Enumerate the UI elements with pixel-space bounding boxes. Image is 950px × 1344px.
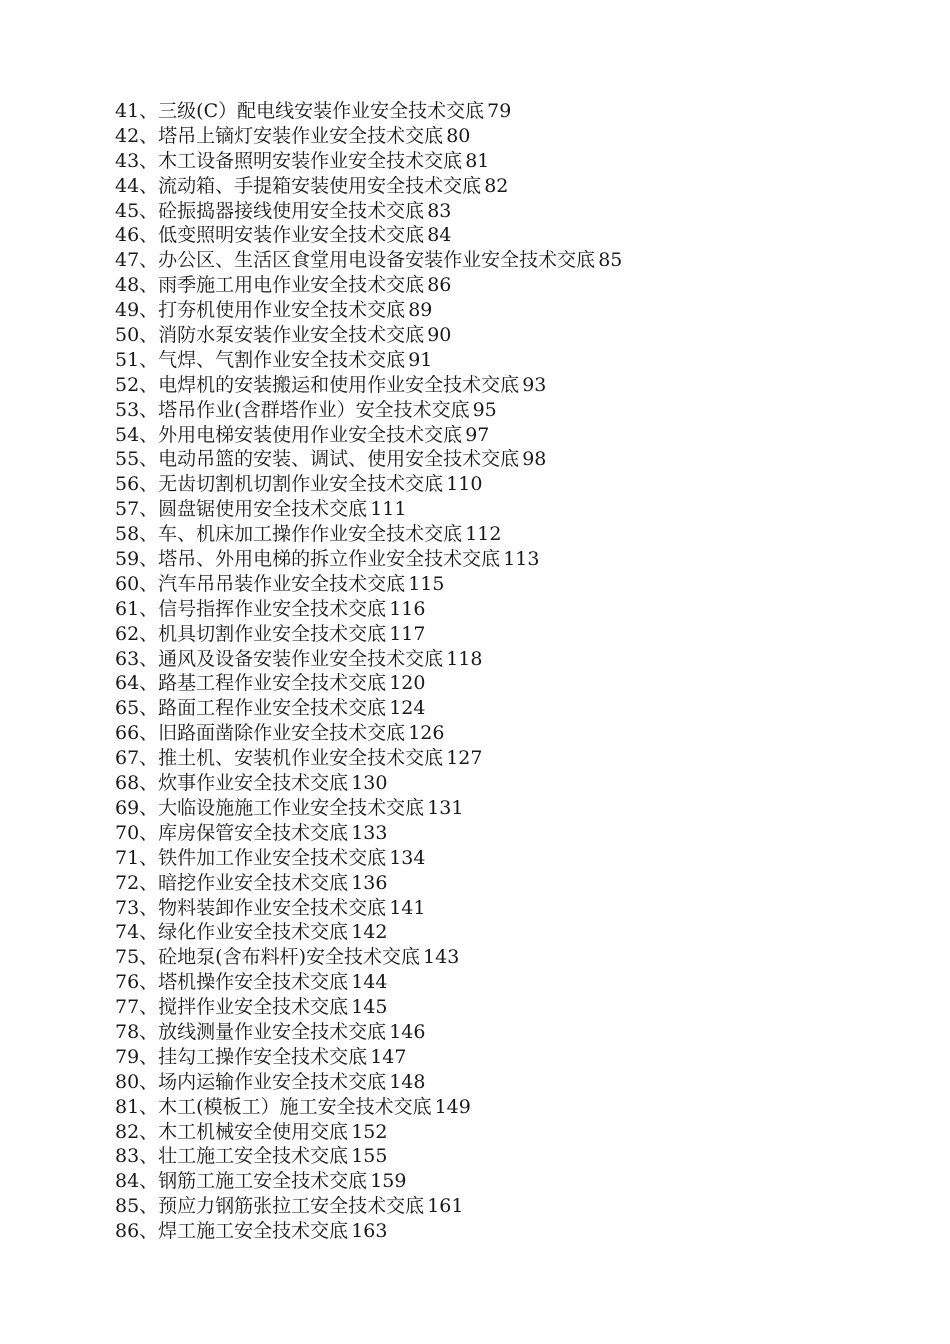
toc-entry-page-number: 131 bbox=[427, 796, 464, 819]
toc-entry-page-number: 124 bbox=[389, 697, 426, 720]
toc-entry-title: 85、预应力钢筋张拉工安全技术交底 bbox=[115, 1195, 425, 1218]
toc-entry-title: 81、木工(模板工）施工安全技术交底 bbox=[115, 1095, 432, 1118]
toc-entry-page-number: 84 bbox=[427, 224, 452, 247]
toc-entry-page-number: 115 bbox=[408, 572, 445, 595]
toc-entry-page-number: 111 bbox=[370, 498, 407, 521]
toc-entry-title: 65、路面工程作业安全技术交底 bbox=[115, 697, 387, 720]
toc-entry bbox=[115, 1120, 622, 1145]
toc-entry bbox=[115, 871, 622, 896]
toc-entry bbox=[115, 149, 622, 174]
toc-entry-title: 53、塔吊作业(含群塔作业）安全技术交底 bbox=[115, 398, 470, 421]
toc-entry bbox=[115, 821, 622, 846]
toc-entry-page-number: 79 bbox=[487, 100, 512, 122]
toc-entry-page-number: 82 bbox=[484, 174, 509, 197]
toc-entry-title: 60、汽车吊吊装作业安全技术交底 bbox=[115, 572, 406, 595]
toc-entry-page-number: 83 bbox=[427, 199, 452, 222]
toc-entry-page-number: 155 bbox=[351, 1145, 388, 1168]
toc-entry bbox=[115, 1219, 622, 1244]
toc-entry-page-number: 86 bbox=[427, 274, 452, 297]
toc-entry bbox=[115, 647, 622, 672]
toc-entry bbox=[115, 920, 622, 945]
toc-entry-title: 55、电动吊篮的安装、调试、使用安全技术交底 bbox=[115, 448, 520, 471]
toc-entry bbox=[115, 696, 622, 721]
toc-entry-page-number: 143 bbox=[423, 946, 460, 969]
toc-entry-title: 67、推土机、安装机作业安全技术交底 bbox=[115, 747, 444, 770]
toc-entry-title: 68、炊事作业安全技术交底 bbox=[115, 772, 349, 795]
toc-entry-title: 82、木工机械安全使用交底 bbox=[115, 1120, 349, 1143]
toc-entry-page-number: 161 bbox=[427, 1195, 464, 1218]
toc-entry-title: 70、库房保管安全技术交底 bbox=[115, 821, 349, 844]
toc-entry bbox=[115, 771, 622, 796]
toc-entry-page-number: 163 bbox=[351, 1220, 388, 1243]
toc-entry bbox=[115, 597, 622, 622]
toc-entry bbox=[115, 746, 622, 771]
toc-entry-page-number: 93 bbox=[522, 373, 547, 396]
toc-entry-page-number: 130 bbox=[351, 772, 388, 795]
table-of-contents bbox=[115, 99, 622, 1244]
toc-entry-title: 58、车、机床加工操作作业安全技术交底 bbox=[115, 523, 463, 546]
toc-entry bbox=[115, 896, 622, 921]
toc-entry-title: 45、砼振捣器接线使用安全技术交底 bbox=[115, 199, 425, 222]
toc-entry-title: 42、塔吊上镝灯安装作业安全技术交底 bbox=[115, 124, 444, 147]
toc-entry bbox=[115, 945, 622, 970]
toc-entry-page-number: 127 bbox=[446, 747, 483, 770]
toc-entry-page-number: 136 bbox=[351, 871, 388, 894]
toc-entry-page-number: 145 bbox=[351, 996, 388, 1019]
toc-entry bbox=[115, 423, 622, 448]
toc-entry-page-number: 89 bbox=[408, 299, 433, 322]
toc-entry-page-number: 80 bbox=[446, 124, 471, 147]
toc-entry bbox=[115, 1020, 622, 1045]
toc-entry bbox=[115, 1095, 622, 1120]
toc-entry-title: 61、信号指挥作业安全技术交底 bbox=[115, 597, 387, 620]
toc-entry bbox=[115, 671, 622, 696]
toc-entry-page-number: 90 bbox=[427, 324, 452, 347]
toc-entry bbox=[115, 323, 622, 348]
toc-entry-page-number: 142 bbox=[351, 921, 388, 944]
toc-entry bbox=[115, 298, 622, 323]
toc-entry-title: 50、消防水泵安装作业安全技术交底 bbox=[115, 324, 425, 347]
toc-entry bbox=[115, 99, 622, 124]
toc-entry bbox=[115, 721, 622, 746]
toc-entry-title: 52、电焊机的安装搬运和使用作业安全技术交底 bbox=[115, 373, 520, 396]
toc-entry-page-number: 144 bbox=[351, 971, 388, 994]
toc-entry bbox=[115, 1169, 622, 1194]
toc-entry bbox=[115, 1144, 622, 1169]
toc-entry bbox=[115, 348, 622, 373]
toc-entry-title: 80、场内运输作业安全技术交底 bbox=[115, 1070, 387, 1093]
toc-entry bbox=[115, 174, 622, 199]
toc-entry-page-number: 110 bbox=[446, 473, 483, 496]
toc-entry bbox=[115, 223, 622, 248]
toc-entry-title: 73、物料装卸作业安全技术交底 bbox=[115, 896, 387, 919]
toc-entry-title: 77、搅拌作业安全技术交底 bbox=[115, 996, 349, 1019]
toc-entry bbox=[115, 199, 622, 224]
toc-entry-title: 79、挂勾工操作安全技术交底 bbox=[115, 1045, 368, 1068]
toc-entry bbox=[115, 1070, 622, 1095]
toc-entry-title: 46、低变照明安装作业安全技术交底 bbox=[115, 224, 425, 247]
toc-entry-title: 62、机具切割作业安全技术交底 bbox=[115, 622, 387, 645]
toc-entry-page-number: 112 bbox=[465, 523, 502, 546]
toc-entry bbox=[115, 1045, 622, 1070]
toc-entry bbox=[115, 248, 622, 273]
toc-entry-page-number: 120 bbox=[389, 672, 426, 695]
toc-entry-title: 47、办公区、生活区食堂用电设备安装作业安全技术交底 bbox=[115, 249, 596, 272]
toc-entry bbox=[115, 522, 622, 547]
toc-entry-page-number: 85 bbox=[598, 249, 623, 272]
toc-entry-page-number: 95 bbox=[472, 398, 497, 421]
toc-entry-title: 41、三级(C）配电线安装作业安全技术交底 bbox=[115, 100, 485, 122]
toc-entry-title: 69、大临设施施工作业安全技术交底 bbox=[115, 796, 425, 819]
toc-entry bbox=[115, 447, 622, 472]
toc-entry-title: 63、通风及设备安装作业安全技术交底 bbox=[115, 647, 444, 670]
toc-entry bbox=[115, 622, 622, 647]
toc-entry-title: 64、路基工程作业安全技术交底 bbox=[115, 672, 387, 695]
toc-entry-title: 78、放线测量作业安全技术交底 bbox=[115, 1020, 387, 1043]
toc-entry-page-number: 126 bbox=[408, 722, 445, 745]
toc-entry-title: 48、雨季施工用电作业安全技术交底 bbox=[115, 274, 425, 297]
toc-entry bbox=[115, 572, 622, 597]
toc-entry-page-number: 98 bbox=[522, 448, 547, 471]
toc-entry bbox=[115, 373, 622, 398]
toc-entry-page-number: 146 bbox=[389, 1020, 426, 1043]
toc-entry bbox=[115, 1194, 622, 1219]
toc-entry-title: 44、流动箱、手提箱安装使用安全技术交底 bbox=[115, 174, 482, 197]
toc-entry-page-number: 159 bbox=[370, 1170, 407, 1193]
toc-entry-title: 74、绿化作业安全技术交底 bbox=[115, 921, 349, 944]
toc-entry-page-number: 152 bbox=[351, 1120, 388, 1143]
toc-entry-title: 84、钢筋工施工安全技术交底 bbox=[115, 1170, 368, 1193]
toc-entry bbox=[115, 273, 622, 298]
toc-entry-title: 83、壮工施工安全技术交底 bbox=[115, 1145, 349, 1168]
toc-entry-page-number: 81 bbox=[465, 149, 490, 172]
toc-entry-page-number: 147 bbox=[370, 1045, 407, 1068]
toc-entry-title: 51、气焊、气割作业安全技术交底 bbox=[115, 348, 406, 371]
toc-entry-title: 75、砼地泵(含布料杆)安全技术交底 bbox=[115, 946, 421, 969]
toc-entry bbox=[115, 547, 622, 572]
toc-entry-page-number: 118 bbox=[446, 647, 483, 670]
toc-entry-title: 49、打夯机使用作业安全技术交底 bbox=[115, 299, 406, 322]
toc-entry-title: 43、木工设备照明安装作业安全技术交底 bbox=[115, 149, 463, 172]
toc-entry-page-number: 133 bbox=[351, 821, 388, 844]
toc-entry bbox=[115, 124, 622, 149]
toc-entry bbox=[115, 472, 622, 497]
toc-entry-title: 57、圆盘锯使用安全技术交底 bbox=[115, 498, 368, 521]
toc-entry-page-number: 91 bbox=[408, 348, 433, 371]
toc-entry-title: 54、外用电梯安装使用作业安全技术交底 bbox=[115, 423, 463, 446]
toc-entry-title: 76、塔机操作安全技术交底 bbox=[115, 971, 349, 994]
toc-entry bbox=[115, 398, 622, 423]
toc-entry-title: 86、焊工施工安全技术交底 bbox=[115, 1220, 349, 1243]
toc-entry bbox=[115, 497, 622, 522]
toc-entry-page-number: 134 bbox=[389, 846, 426, 869]
toc-entry-page-number: 148 bbox=[389, 1070, 426, 1093]
toc-entry-page-number: 149 bbox=[434, 1095, 471, 1118]
toc-entry-page-number: 113 bbox=[503, 548, 540, 571]
toc-entry-title: 72、暗挖作业安全技术交底 bbox=[115, 871, 349, 894]
toc-entry-page-number: 97 bbox=[465, 423, 490, 446]
toc-entry-title: 56、无齿切割机切割作业安全技术交底 bbox=[115, 473, 444, 496]
toc-entry bbox=[115, 995, 622, 1020]
toc-entry-page-number: 117 bbox=[389, 622, 426, 645]
toc-entry-title: 71、铁件加工作业安全技术交底 bbox=[115, 846, 387, 869]
toc-entry-page-number: 141 bbox=[389, 896, 426, 919]
toc-entry bbox=[115, 970, 622, 995]
toc-entry bbox=[115, 846, 622, 871]
toc-entry-title: 66、旧路面凿除作业安全技术交底 bbox=[115, 722, 406, 745]
toc-entry-page-number: 116 bbox=[389, 597, 426, 620]
toc-entry bbox=[115, 796, 622, 821]
toc-entry-title: 59、塔吊、外用电梯的拆立作业安全技术交底 bbox=[115, 548, 501, 571]
